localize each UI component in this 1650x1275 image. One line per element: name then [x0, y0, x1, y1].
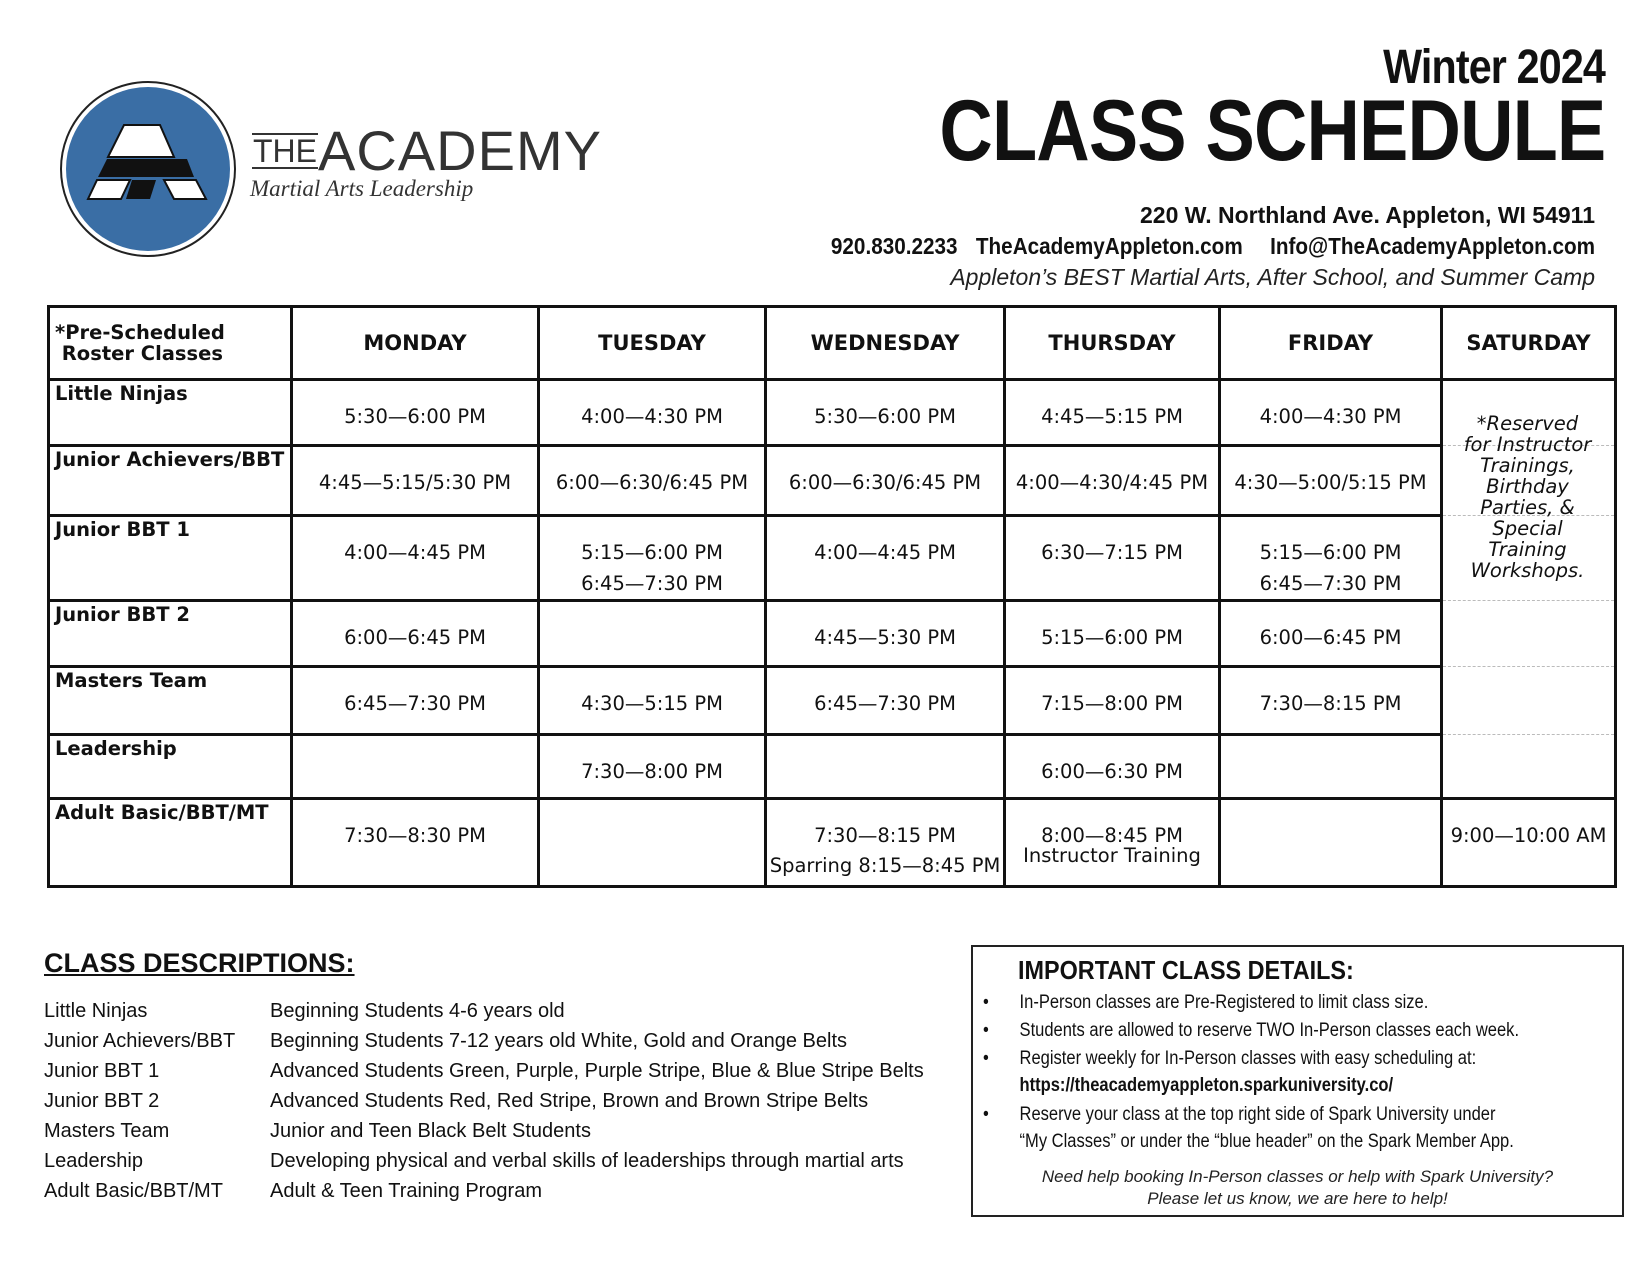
reserved-note-line: Trainings, — [1480, 454, 1575, 477]
description-class-name: Leadership — [44, 1150, 143, 1172]
description-class-name: Junior Achievers/BBT — [44, 1030, 236, 1052]
brand-name: ACADEMY — [318, 119, 602, 182]
time-cell — [1220, 735, 1442, 799]
time-slot: 6:45—7:30 PM — [1259, 572, 1402, 595]
time-cell — [292, 667, 539, 735]
description-text: Advanced Students Green, Purple, Purple Stripe, Blue & Blue Stripe Belts — [270, 1060, 924, 1082]
description-item — [44, 1180, 542, 1203]
time-slot: Instructor Training — [1023, 844, 1201, 867]
day-header: TUESDAY — [539, 307, 766, 380]
time-slot: 7:15—8:00 PM — [1041, 692, 1183, 715]
table-header-row — [49, 307, 1616, 380]
time-cell — [766, 735, 1005, 799]
details-item: • Register weekly for In-Person classes with easy scheduling at: — [983, 1048, 1477, 1069]
time-cell — [1442, 799, 1616, 887]
website-link[interactable]: TheAcademyAppleton.com — [975, 233, 1243, 259]
saturday-reserved-note — [1445, 413, 1610, 581]
class-name: Junior BBT 2 — [49, 601, 292, 667]
time-cell — [1005, 516, 1220, 601]
description-class-name: Masters Team — [44, 1120, 170, 1142]
class-descriptions-title: CLASS DESCRIPTIONS: — [44, 948, 355, 978]
time-cell — [766, 667, 1005, 735]
time-slot: 8:00—8:45 PM — [1041, 824, 1183, 847]
time-slot: 4:45—5:15/5:30 PM — [318, 471, 512, 494]
time-slot: 4:00—4:30/4:45 PM — [1015, 471, 1209, 494]
time-slot: 6:45—7:30 PM — [344, 692, 486, 715]
description-class-name: Little Ninjas — [44, 1000, 148, 1022]
description-item — [44, 1150, 904, 1173]
class-name: Junior BBT 1 — [49, 516, 292, 601]
help-text: Please let us know, we are here to help! — [1147, 1189, 1448, 1208]
day-header: WEDNESDAY — [766, 307, 1005, 380]
day-header: FRIDAY — [1220, 307, 1442, 380]
time-slot: 5:15—6:00 PM — [1041, 626, 1183, 649]
day-header: MONDAY — [292, 307, 539, 380]
time-cell — [539, 667, 766, 735]
class-name: Masters Team — [49, 667, 292, 735]
time-slot: 5:30—6:00 PM — [344, 405, 486, 428]
help-text: Need help booking In-Person classes or help with Spark University? — [1041, 1167, 1554, 1186]
description-class-name: Junior BBT 1 — [44, 1060, 160, 1082]
time-cell — [292, 735, 539, 799]
time-slot: 4:00—4:45 PM — [344, 541, 486, 564]
phone: 920.830.2233 — [830, 233, 958, 259]
time-slot: Sparring 8:15—8:45 PM — [769, 854, 1001, 877]
table-row — [49, 516, 1616, 601]
table-row — [49, 735, 1616, 799]
day-header: THURSDAY — [1005, 307, 1220, 380]
description-item — [44, 1000, 565, 1023]
season-title: Winter 2024 — [1383, 41, 1605, 94]
spark-university-link[interactable]: https://theacademyappleton.sparkuniversity.co/ — [1019, 1075, 1394, 1096]
details-item: • In-Person classes are Pre-Registered to limit class size. — [983, 992, 1429, 1013]
time-slot: 6:45—7:30 PM — [581, 572, 723, 595]
header-tagline: Appleton’s BEST Martial Arts, After School, and Summer Camp — [950, 264, 1595, 290]
time-slot: 5:30—6:00 PM — [814, 405, 956, 428]
time-cell — [766, 380, 1005, 446]
details-item: • Students are allowed to reserve TWO In-Person classes each week. — [983, 1020, 1520, 1041]
time-cell — [1220, 380, 1442, 446]
time-slot: 4:00—4:30 PM — [1259, 405, 1402, 428]
details-item: • Reserve your class at the top right side of Spark University under — [983, 1104, 1496, 1125]
time-cell — [1220, 667, 1442, 735]
time-cell — [1005, 601, 1220, 667]
time-slot: 7:30—8:15 PM — [814, 824, 956, 847]
time-cell — [292, 380, 539, 446]
time-cell — [292, 601, 539, 667]
reserved-note-line: for Instructor — [1463, 433, 1592, 456]
time-cell — [1005, 446, 1220, 516]
reserved-note-line: Birthday — [1486, 475, 1569, 498]
details-item-continued: “My Classes” or under the “blue header” on the Spark Member App. — [1019, 1131, 1514, 1152]
time-cell — [1005, 380, 1220, 446]
time-slot: 7:30—8:30 PM — [344, 824, 486, 847]
time-slot: 6:00—6:30/6:45 PM — [555, 471, 749, 494]
time-slot: 7:30—8:15 PM — [1259, 692, 1402, 715]
time-cell — [1005, 667, 1220, 735]
day-header: SATURDAY — [1442, 307, 1616, 380]
academy-logo — [60, 81, 236, 257]
table-row — [49, 667, 1616, 735]
time-slot: 6:00—6:45 PM — [1259, 626, 1402, 649]
time-cell — [766, 799, 1005, 887]
description-text: Beginning Students 7-12 years old White, Gold and Orange Belts — [270, 1030, 848, 1052]
address: 220 W. Northland Ave. Appleton, WI 54911 — [1140, 202, 1595, 228]
time-slot: 6:45—7:30 PM — [814, 692, 956, 715]
time-cell — [1220, 446, 1442, 516]
time-slot: 9:00—10:00 AM — [1450, 824, 1607, 847]
description-class-name: Junior BBT 2 — [44, 1090, 160, 1112]
time-slot: 4:30—5:15 PM — [581, 692, 723, 715]
reserved-note-line: Parties, & — [1480, 496, 1575, 519]
table-row — [49, 601, 1616, 667]
reserved-note-line: Workshops. — [1470, 559, 1585, 582]
table-row — [49, 799, 1616, 887]
time-slot: 5:15—6:00 PM — [581, 541, 723, 564]
description-text: Junior and Teen Black Belt Students — [270, 1120, 591, 1142]
class-name: Leadership — [49, 735, 292, 799]
schedule-table — [47, 305, 1617, 888]
time-cell — [766, 601, 1005, 667]
important-details-box — [971, 945, 1624, 1217]
description-item — [44, 1090, 868, 1113]
corner-header: *Pre-Scheduled Roster Classes — [49, 307, 292, 380]
description-text: Developing physical and verbal skills of leaderships through martial arts — [270, 1150, 904, 1172]
time-slot: 6:00—6:45 PM — [344, 626, 486, 649]
page-title: CLASS SCHEDULE — [939, 83, 1605, 179]
time-cell — [1005, 799, 1220, 887]
time-cell — [1005, 735, 1220, 799]
description-class-name: Adult Basic/BBT/MT — [44, 1180, 223, 1202]
academy-a-emblem-icon — [66, 87, 230, 251]
time-cell — [539, 516, 766, 601]
reserved-note-line: Special — [1492, 517, 1563, 540]
description-text: Adult & Teen Training Program — [270, 1180, 543, 1202]
description-text: Advanced Students Red, Red Stripe, Brown and Brown Stripe Belts — [270, 1090, 869, 1112]
brand-tagline: Martial Arts Leadership — [250, 176, 474, 201]
time-slot: 6:30—7:15 PM — [1041, 541, 1183, 564]
time-slot: 4:45—5:15 PM — [1041, 405, 1183, 428]
time-cell — [1442, 667, 1616, 735]
time-cell — [766, 516, 1005, 601]
time-slot: 4:30—5:00/5:15 PM — [1234, 471, 1427, 494]
time-cell — [1220, 516, 1442, 601]
class-name: Little Ninjas — [49, 380, 292, 446]
time-cell — [292, 799, 539, 887]
reserved-note-line: Training — [1488, 538, 1567, 561]
brand-the: THE — [253, 133, 317, 169]
contact-line — [818, 233, 1595, 260]
class-name: Adult Basic/BBT/MT — [49, 799, 292, 887]
description-text: Beginning Students 4-6 years old — [270, 1000, 565, 1022]
description-item — [44, 1060, 924, 1083]
time-cell — [539, 799, 766, 887]
reserved-note-line: *Reserved — [1476, 412, 1579, 435]
time-cell — [1220, 601, 1442, 667]
time-cell — [539, 446, 766, 516]
class-name: Junior Achievers/BBT — [49, 446, 292, 516]
description-item — [44, 1120, 591, 1143]
time-cell — [766, 446, 1005, 516]
time-cell — [539, 380, 766, 446]
details-title: IMPORTANT CLASS DETAILS: — [1018, 955, 1354, 985]
time-slot: 6:00—6:30/6:45 PM — [788, 471, 982, 494]
time-cell — [539, 601, 766, 667]
table-row — [49, 446, 1616, 516]
time-slot: 4:00—4:30 PM — [581, 405, 723, 428]
time-slot: 4:45—5:30 PM — [814, 626, 956, 649]
time-slot: 6:00—6:30 PM — [1041, 760, 1183, 783]
time-cell — [1442, 735, 1616, 799]
time-slot: 7:30—8:00 PM — [581, 760, 723, 783]
time-cell — [1442, 601, 1616, 667]
time-cell — [539, 735, 766, 799]
time-slot: 5:15—6:00 PM — [1259, 541, 1402, 564]
description-item — [44, 1030, 847, 1053]
time-cell — [292, 446, 539, 516]
table-row — [49, 380, 1616, 446]
time-slot: 4:00—4:45 PM — [814, 541, 956, 564]
time-cell — [292, 516, 539, 601]
time-cell — [1220, 799, 1442, 887]
email-link[interactable]: Info@TheAcademyAppleton.com — [1270, 233, 1595, 259]
